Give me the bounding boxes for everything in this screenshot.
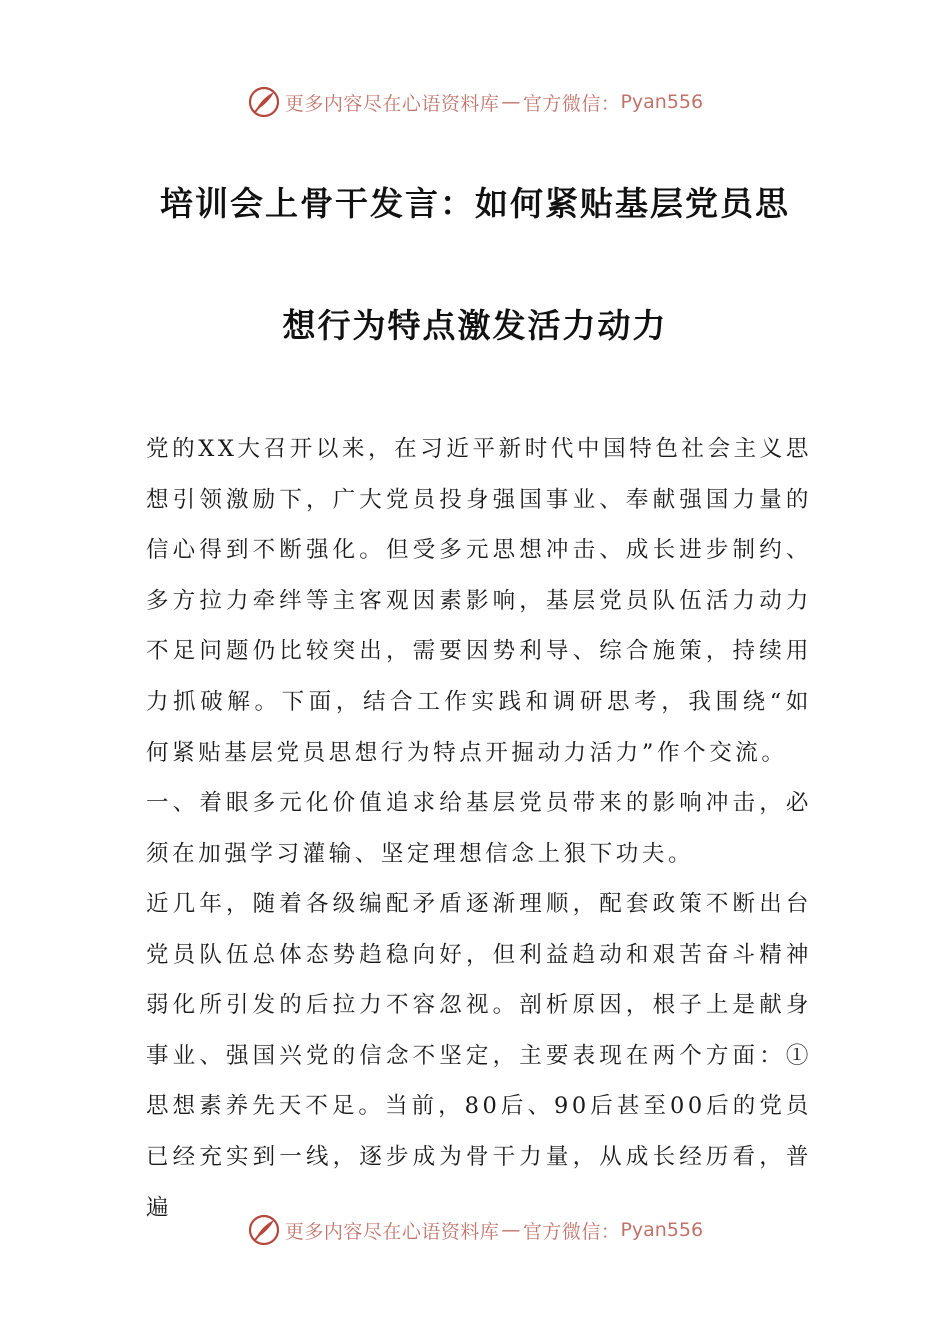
paragraph-text: 党的XX大召开以来，在习近平新时代中国特色社会主义思想引领激励下，广大党员投身强国事业、奉献强国力量的信心得到不断强化。但受多元思想冲击、成长进步制约、多方拉力牵绊等主客观因素影响，基层党员队伍活力动力不足问题仍比较突出，需要因势利导、综合施策，持续用力抓破解。下面，结合工作实践和调研思考，我围绕“如何紧贴基层党员思想行为特点开掘动力活力”作个交流。 — [146, 436, 812, 766]
quill-logo-icon — [247, 1213, 281, 1247]
watermark-text: 更多内容尽在心语资料库 — [284, 1220, 500, 1243]
watermark-separator: — — [501, 1219, 521, 1241]
document-title-line-1: 培训会上骨干发言：如何紧贴基层党员思 — [160, 184, 790, 223]
paragraph-text: 近几年，随着各级编配矛盾逐渐理顺，配套政策不断出台党员队伍总体态势趋稳向好，但利益趋动和艰苦奋斗精神弱化所引发的后拉力不容忽视。剖析原因，根子上是献身事业、强国兴党的信念不坚定，主要表现在两个方面：①思想素养先天不足。当前，80后、90后甚至00后的党员已经充实到一线，逐步成为骨干力量，从成长经历看，普遍 — [146, 891, 812, 1221]
watermark-footer — [0, 1210, 950, 1250]
document-title-line-2: 想行为特点激发活力动力 — [282, 306, 668, 345]
watermark-label: 官方微信： — [522, 92, 621, 115]
watermark-label: 官方微信： — [522, 1220, 621, 1243]
body-paragraph-intro — [146, 424, 812, 778]
paragraph-text: 一、着眼多元化价值追求给基层党员带来的影响冲击，必须在加强学习灌输、坚定理想信念上狠下功夫。 — [146, 790, 812, 867]
watermark-separator: — — [501, 91, 521, 113]
watermark-wechat-id: Pyan556 — [620, 1219, 704, 1241]
body-paragraph-analysis — [146, 879, 812, 1233]
body-paragraph-section-heading — [146, 778, 812, 879]
watermark-text: 更多内容尽在心语资料库 — [284, 92, 500, 115]
watermark-header — [0, 82, 950, 122]
quill-logo-icon — [247, 85, 281, 119]
watermark-wechat-id: Pyan556 — [620, 91, 704, 113]
